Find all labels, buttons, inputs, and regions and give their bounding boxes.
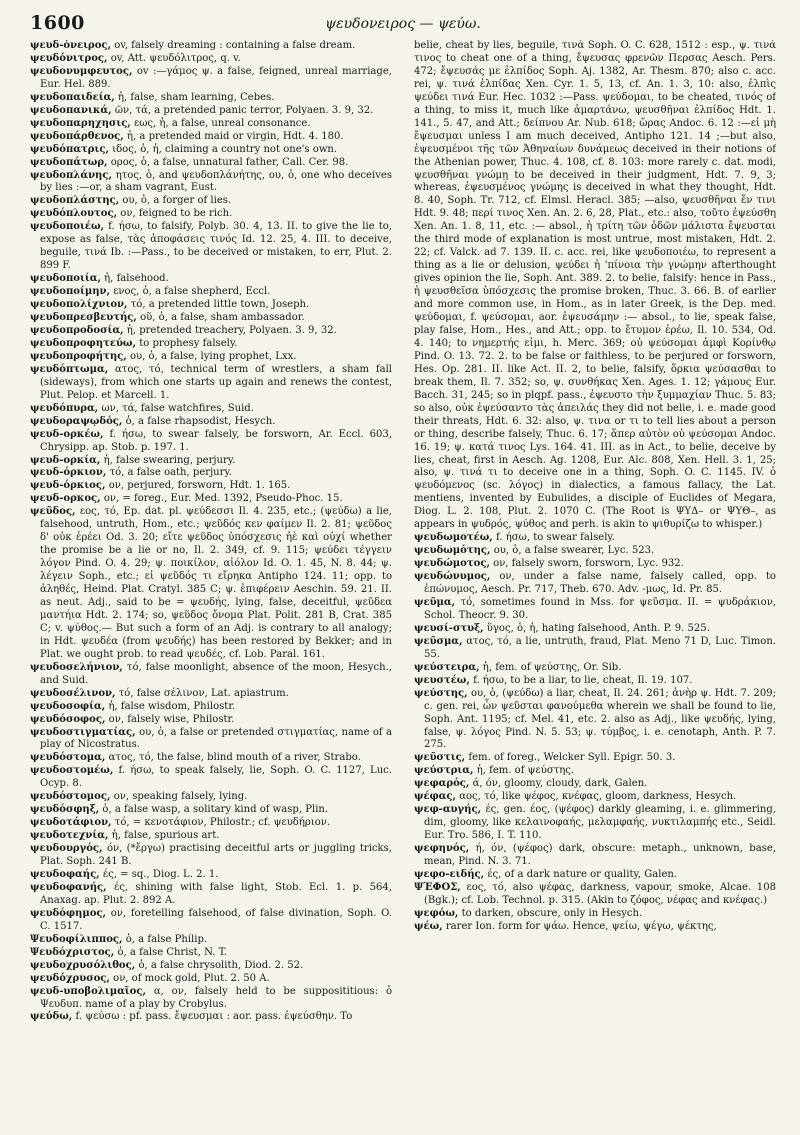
entry-headword: ψευδοχρυσόλιθος, bbox=[30, 959, 136, 971]
entry-definition: ῶν, τά, a pretended panic terror, Polyaen. 3. 9, 32. bbox=[114, 104, 374, 116]
dictionary-entry bbox=[30, 1011, 392, 1024]
entry-definition: ατος, τό, technical term of wrestlers, a sham fall (sideways), from which one starts up again and renews the contest, Plut. Pelop. et Marcell. 1. bbox=[40, 363, 392, 401]
dictionary-entry bbox=[30, 221, 392, 273]
dictionary-entry bbox=[30, 299, 392, 312]
entry-definition: α, ον, falsely held to be supposititious: ὁ Ψευδυπ. name of a play by Crobylus. bbox=[40, 985, 392, 1010]
dictionary-entry bbox=[30, 40, 392, 53]
entry-headword: ψευδοτεχνία, bbox=[30, 830, 109, 842]
dictionary-entry bbox=[30, 791, 392, 804]
entry-headword: ψευδοπροφήτης, bbox=[30, 350, 127, 362]
entry-headword: ψευδοπροφητεύω, bbox=[30, 337, 136, 349]
entry-definition: ές, gen. έος, (ψέφος) darkly gleaming, i. e. glimmering, dim, gloomy, like κελαινοφαής, μελαμφαής, νυκτιλαμπής etc., Seidl. Eur. Tro. 586, I. T. 110. bbox=[424, 804, 776, 842]
dictionary-entry bbox=[30, 765, 392, 791]
entry-definition: f. ψεύσω : pf. pass. ἔψευσμαι : aor. pass. ἐψεύσθην. To bbox=[75, 1011, 353, 1023]
dictionary-entry bbox=[30, 157, 392, 170]
entry-headword: ψεῦμα, bbox=[414, 596, 456, 608]
dictionary-entry bbox=[30, 144, 392, 157]
entry-definition: f. ήσω, to swear falsely. bbox=[496, 532, 615, 544]
entry-definition: ές, of a dark nature or quality, Galen. bbox=[487, 869, 678, 880]
entry-definition: fem. of foreg., Welcker Syll. Epigr. 50. 3. bbox=[468, 752, 676, 764]
entry-definition: ov, falsely dreaming : containing a false dream. bbox=[114, 40, 356, 51]
entry-headword: ψευδοποιία, bbox=[30, 273, 101, 285]
entry-definition: f. ήσω, to swear falsely, be forsworn, Ar. Eccl. 603, Chrysipp. ap. Stob. p. 197. 1. bbox=[40, 428, 392, 453]
entry-definition: ή, όν, (ψέφος) dark, obscure: metaph., unknown, base, mean, Pind. N. 3. 71. bbox=[424, 843, 776, 868]
dictionary-entry bbox=[414, 791, 776, 804]
dictionary-entry bbox=[30, 934, 392, 947]
entry-headword: ψεύστρια, bbox=[414, 765, 474, 777]
entry-headword: ψευδοπρεσβευτής, bbox=[30, 312, 137, 324]
entry-definition: belie, cheat by lies, beguile, τινά Soph. O. C. 628, 1512 : esp., ψ. τινά τινος to cheat one of a thing, ἔψευσας φρενῶν Περσας Aesch. Pers. 472; ἔψευσάς με ἐλπίδος Soph. Aj. 1382, Ar. Thesm. 870; also c. acc. rei, ψ. τινά ἐλπίδας Xen. Cyr. 1. 5, 13, cf. An. 1. 3, 10: also, ἐλπὶς ψεύδει τινά Eur. Hec. 1032 :—Pass. ψεύδομαι, to be cheated, τινός of a thing, to miss it, much like ἁμαρτάνω, ψευσθῆναι ἐλπίδος Hdt. 1. 141., 5. 47, and Att.; δείπνου Ar. Nub. 618; ὥρας Andoc. 6. 12 :—εἰ μὴ ἔψευσμαι unless I am much deceived, Antipho 121. 14 ;—but also, ἐψευσμένοι τῆς τῶν Ἀθηναίων δυνάμεως deceived in their notions of the Athenian power, Thuc. 4. 108, cf. 8. 103: more rarely c. dat. modi, ψευσθῆναι γνώμῃ to be deceived in their judgment, Hdt. 7. 9, 3; whereas, ἐψευσμένος γνώμης is deceived in what they thought, Hdt. 8. 40, Soph. Tr. 712, cf. Elmsl. Heracl. 385; —also, ψευσθῆναι ἔν τινι Hdt. 9. 48; περί τινος Xen. An. 2. 6, 28, Plat., etc.: also, τοῦτο ἐψεύσθη Xen. An. 1. 8, 11, etc. :— absol., ἡ τρίτη τῶν ὁδῶν μάλιστα ἔψευσται the third mode of explanation is most untrue, most mistaken, Hdt. 2. 22; cf. Valck. ad 7. 139. II. c. acc. rei, like ψευδοποιέω, to represent a thing as a lie or delusion, ψεύδει ἡ 'πίνοια τὴν γνώμην afterthought gives opinion the lie, Soph. Ant. 389. 2. to belie, falsify: hence in Pass., ἡ ψευσθεῖσα ὑπόσχεσις the promise broken, Thuc. 3. 66. B. of earlier and more common use, in Hom., as in later Greek, is the Dep. med. ψεύδομαι, f. ψεύσομαι, aor. ἐψευσάμην :— absol., to lie, speak false, play false, Hom., Hes., and Att.; opp. to ἔτυμον ἐρέω, Il. 10. 534, Od. 4. 140; to νημερτής εἰμι, h. Merc. 369; οὐ ψεύσομαι ἀμφὶ Κορίνθῳ Pind. O. 13. 72. 2. to be false or faithless, to be perjured or forsworn, Hes. Op. 281. II. like Act. II. 2, to belie, falsify, ὅρκια ψεύσασθαι to break them, Il. 7. 352; so, ψ. συνθήκας Xen. Ages. 1. 12; γάμους Eur. Bacch. 31, 245; so in plqpf. pass., ἐψευστο τὴν ξυμμαχίαν Thuc. 5. 83; so also, οὐκ ἐψεύσαντο τὰς ἀπειλάς they did not belie, i. e. made good their threats, Hdt. 6. 32: also, ψ. τινα or τι to tell lies about a person or thing, describe falsely, Thuc. 6. 17; ἅπερ αὐτὸν οὐ ψεύσομαι Andoc. 16. 19; ψ. κατά τινος Lys. 164. 41. III. as in Act., to belie, deceive by lies, cheat, first in Aesch. Ag. 1208, Eur. Alc. 808, Xen. Hell. 3. 1, 25; also, ψ. τινά τι to deceive one in a thing, Soph. O. C. 1145. IV. ὁ ψευδόμενος (sc. λόγος) in dialectics, a famous fallacy, the Lat. mentiens, invented by Eubulides, a disciple of Euclides of Megara, Diog. L. 2. 108, Plut. 2. 1070 C. (The Root is ΨΥΔ– or ΨΥΘ–, as appears in ψυδρός, ψύθος and perh. is akin to ψιθυρίζω to whisper.) bbox=[414, 40, 776, 531]
entry-headword: ψεφ-αυγής, bbox=[414, 804, 482, 816]
entry-definition: ov, Att. ψευδόλιτρος, q. v. bbox=[110, 52, 241, 64]
entry-headword: ψευδοπάρθενος, bbox=[30, 130, 124, 142]
entry-headword: ψεφαρός, bbox=[414, 778, 470, 790]
dictionary-entry bbox=[30, 286, 392, 299]
entry-headword: ψευδοπροδοσία, bbox=[30, 324, 124, 336]
dictionary-entry bbox=[30, 752, 392, 765]
entry-headword: ψεφόω, bbox=[414, 907, 459, 919]
entry-headword: ψευδόχρυσος, bbox=[30, 972, 110, 984]
entry-headword: Ψευδοφίλιππος, bbox=[30, 933, 123, 945]
entry-headword: ψευδ-όρκιος, bbox=[30, 480, 106, 492]
dictionary-entry bbox=[30, 131, 392, 144]
entry-definition: ων, τά, false watchfires, Suid. bbox=[101, 402, 254, 414]
entry-definition: ον, = foreg., Eur. Med. 1392, Pseudo-Phoc. 15. bbox=[103, 493, 343, 505]
dictionary-entry bbox=[414, 545, 776, 558]
entry-definition: ον, falsely sworn, forsworn, Lyc. 932. bbox=[493, 558, 684, 570]
dictionary-entry bbox=[414, 752, 776, 765]
entry-definition: ά, όν, gloomy, cloudy, dark, Galen. bbox=[472, 778, 648, 790]
dictionary-entry bbox=[30, 325, 392, 338]
dictionary-entry bbox=[30, 195, 392, 208]
entry-headword: ψευδ-υποβολιμαῖος, bbox=[30, 985, 146, 997]
entry-headword: ψευδοπλάνης, bbox=[30, 169, 112, 181]
entry-definition: ὁ, a false Philip. bbox=[125, 933, 208, 945]
entry-definition: ές, shining with false light, Stob. Ecl. 1. p. 564, Anaxag. ap. Plut. 2. 892 A. bbox=[40, 881, 392, 906]
entry-definition: f. ήσω, to speak falsely, lie, Soph. O. C. 1127, Luc. Ocyp. 8. bbox=[40, 765, 392, 790]
entry-headword: ψευδ-ορκία, bbox=[30, 454, 101, 466]
dictionary-entry bbox=[30, 882, 392, 908]
entry-definition: ὁ, a false chrysolith, Diod. 2. 52. bbox=[138, 959, 304, 971]
entry-headword: ψευδοπάτωρ, bbox=[30, 156, 108, 168]
dictionary-entry bbox=[414, 765, 776, 778]
entry-headword: ψευδόπλουτος, bbox=[30, 208, 118, 220]
entry-headword: ψευδόσοφος, bbox=[30, 713, 106, 725]
dictionary-entry bbox=[30, 480, 392, 493]
dictionary-entry bbox=[30, 170, 392, 196]
entry-definition: ές, = sq., Diog. L. 2. 1. bbox=[102, 869, 219, 880]
entry-headword: ψεύστειρα, bbox=[414, 661, 480, 673]
dictionary-entry bbox=[30, 338, 392, 351]
entry-headword: ψευδ-ορκος, bbox=[30, 493, 101, 505]
entry-headword: ψευδοστιγματίας, bbox=[30, 726, 136, 738]
entry-headword: ψεύστης, bbox=[414, 687, 468, 699]
entry-headword: ψευδοποίμην, bbox=[30, 286, 110, 298]
entry-definition: ὁ, a false rhapsodist, Hesych. bbox=[125, 415, 276, 427]
dictionary-entry bbox=[414, 636, 776, 662]
dictionary-entry bbox=[414, 921, 776, 934]
dictionary-entry bbox=[414, 843, 776, 869]
entry-headword: ψευδοτάφιον, bbox=[30, 817, 112, 829]
entry-headword: Ψευδόχριστος, bbox=[30, 946, 115, 958]
dictionary-entry bbox=[30, 986, 392, 1012]
entry-headword: ψευδοπαρηχησις, bbox=[30, 117, 131, 129]
entry-headword: ψεφηνός, bbox=[414, 843, 470, 855]
entry-definition: ἡ, false wisdom, Philostr. bbox=[108, 700, 236, 712]
entry-headword: ψευδόπυρα, bbox=[30, 402, 99, 414]
entry-definition: ὁ, a false wasp, a solitary kind of wasp, Plin. bbox=[102, 804, 329, 816]
running-head: ψευδονειρος — ψεύω. bbox=[325, 16, 481, 32]
entry-headword: ψεύδω, bbox=[30, 1011, 73, 1023]
dictionary-entry bbox=[414, 532, 776, 545]
dictionary-entry bbox=[30, 908, 392, 934]
entry-headword: ψευδοραψῳδός, bbox=[30, 415, 123, 427]
entry-definition: f. ήσω, to falsify, Polyb. 30. 4, 13. II. to give the lie to, expose as false, τὰς ἀποφάσεις τινός Id. 12. 25, 4. III. to deceive, beguile, τινά Ib. :—Pass., to be deceived or mistaken, to err, Plut. 2. 899 F. bbox=[40, 221, 392, 272]
entry-headword: ψευδόστομος, bbox=[30, 791, 111, 803]
dictionary-entry bbox=[30, 364, 392, 403]
entry-headword: ψευδοπανικά, bbox=[30, 104, 112, 116]
entry-definition: όν, (*ἔργω) practising deceitful arts or juggling tricks, Plat. Soph. 241 B. bbox=[40, 843, 392, 868]
entry-definition: ον, under a false name, falsely called, opp. to ἐπώνυμος, Aesch. Pr. 717, Theb. 670. Adv. -μως, Id. Pr. 85. bbox=[424, 571, 776, 596]
entry-headword: ψευδονυμφευτος, bbox=[30, 65, 133, 77]
entry-headword: ψευδόπτωμα, bbox=[30, 363, 109, 375]
entry-definition: ὕγος, ὁ, ἡ, hating falsehood, Anth. P. 9. 525. bbox=[486, 622, 710, 634]
entry-definition: ορος, ὁ, a false, unnatural father, Call. Cer. 98. bbox=[110, 156, 349, 168]
entry-definition: ου, ὁ, a false or pretended στιγματίας, name of a play of Nicostratus. bbox=[40, 726, 392, 751]
entry-definition: οῦ, ὁ, a false, sham ambassador. bbox=[140, 312, 305, 324]
dictionary-entry bbox=[414, 882, 776, 908]
entry-headword: ψευδ-όρκιον, bbox=[30, 467, 107, 479]
dictionary-entry bbox=[414, 40, 776, 532]
entry-headword: ψευδοπαιδεία, bbox=[30, 91, 115, 103]
dictionary-entry bbox=[30, 455, 392, 468]
entry-definition: ον, feigned to be rich. bbox=[120, 208, 233, 220]
left-column bbox=[30, 40, 392, 1120]
entry-definition: ὁ, a false Christ, N. T. bbox=[117, 946, 228, 958]
dictionary-entry bbox=[30, 429, 392, 455]
dictionary-entry bbox=[414, 558, 776, 571]
entry-definition: ἡ, pretended treachery, Polyaen. 3. 9, 32. bbox=[126, 324, 337, 336]
entry-headword: ψεῦσμα, bbox=[414, 635, 463, 647]
entry-headword: ψευδωμότης, bbox=[414, 545, 491, 557]
entry-headword: ψέφας, bbox=[414, 791, 457, 803]
dictionary-entry bbox=[30, 830, 392, 843]
entry-definition: ἡ, falsehood. bbox=[104, 273, 169, 285]
entry-headword: ψευδοπλάστης, bbox=[30, 195, 120, 207]
dictionary-entry bbox=[414, 908, 776, 921]
entry-definition: ιδος, ὁ, ἡ, claiming a country not one's own. bbox=[112, 143, 338, 155]
entry-definition: ἡ, false, spurious art. bbox=[111, 830, 220, 842]
dictionary-entry bbox=[414, 869, 776, 882]
entry-definition: ου, ὁ, a false, lying prophet, Lxx. bbox=[129, 350, 297, 362]
dictionary-entry bbox=[30, 843, 392, 869]
dictionary-entry bbox=[30, 817, 392, 830]
entry-headword: ψευδόστομα, bbox=[30, 752, 106, 764]
entry-definition: f. ήσω, to be a liar, to lie, cheat, Il. 19. 107. bbox=[473, 674, 693, 686]
dictionary-entry bbox=[30, 714, 392, 727]
entry-definition: αος, τό, like ψέφος, κνέφας, gloom, darkness, Hesych. bbox=[459, 791, 737, 803]
entry-definition: εος, τό, Ep. dat. pl. ψεύδεσσι Il. 4. 235, etc.; (ψεύδω) a lie, falsehood, untruth, Hom., etc.; ψεῦδός κεν φαίμεν Il. 2. 81; ψεῦδος δ' οὐκ ἐρέει Od. 3. 20; εἴτε ψεῦδος ὑπόσχεσις ἠὲ καὶ οὐχί whether the promise be a lie or no, Il. 2. 349, cf. 9. 115; ψεύδει τέγγειν λόγον Pind. O. 4. 29; ψ. ποικίλον, αἰόλον Id. O. 1. 45, N. 8. 44; ψ. λέγειν Soph., etc.; εἰ ψεῦδός τι εἴρηκα Antipho 124. 11; opp. to ἀληθές, Heind. Plat. Cratyl. 385 C; ψ. ἐπιφέρειν Aeschin. 59. 21. II. as neut. Adj., said to be = ψευδής, lying, false, deceitful, ψεῦδεα μαντήια Hdt. 2. 174; so, ψεῦδος ὄνομα Plat. Polit. 281 B, Crat. 385 C; v. ψύθος.— But such a form of an Adj. is contrary to all analogy; in Hdt. ψευδέα (from ψευδής) has been restored by Bekker; and in Plat. we ought prob. to read ψευδές, cf. Lob. Paral. 161. bbox=[40, 506, 392, 660]
dictionary-entry bbox=[30, 960, 392, 973]
dictionary-entry bbox=[414, 778, 776, 791]
entry-headword: ψευσί-στυξ, bbox=[414, 622, 484, 634]
entry-headword: ψεῦστις, bbox=[414, 752, 466, 764]
entry-definition: τό, a false oath, perjury. bbox=[109, 467, 232, 479]
entry-definition: ου, ὁ, a forger of lies. bbox=[122, 195, 232, 207]
entry-definition: ἡ, false swearing, perjury. bbox=[103, 454, 236, 466]
entry-headword: ψευδωμοτέω, bbox=[414, 532, 493, 544]
dictionary-entry bbox=[30, 351, 392, 364]
entry-headword: ψευδόσφηξ, bbox=[30, 804, 100, 816]
entry-definition: ἡ, fem. of ψεύστης. bbox=[476, 765, 575, 777]
page-number: 1600 bbox=[30, 12, 85, 34]
entry-headword: ψευδώμοτος, bbox=[414, 558, 490, 570]
entry-definition: ἡ, fem. of ψεύστης, Or. Sib. bbox=[482, 661, 622, 673]
dictionary-entry bbox=[30, 312, 392, 325]
page-header bbox=[30, 0, 776, 40]
entry-definition: ητος, ὁ, and ψευδοπλάνήτης, ου, ὁ, one who deceives by lies :—or, a sham vagrant, Eust. bbox=[40, 169, 392, 194]
entry-definition: ον, perjured, forsworn, Hdt. 1. 165. bbox=[108, 480, 291, 492]
dictionary-entry bbox=[30, 662, 392, 688]
entry-definition: ενος, ὁ, a false shepherd, Eccl. bbox=[113, 286, 271, 298]
entry-definition: τό, false moonlight, absence of the moon, Hesych., and Suid. bbox=[40, 661, 392, 686]
dictionary-entry bbox=[414, 597, 776, 623]
entry-definition: ἡ, false, sham learning, Cebes. bbox=[118, 91, 275, 103]
entry-definition: τό, false σέλινον, Lat. apiastrum. bbox=[118, 687, 289, 699]
entry-headword: ψεῦδος, bbox=[30, 506, 76, 518]
dictionary-entry bbox=[414, 804, 776, 843]
entry-definition: τό, = κενοτάφιον, Philostr.; cf. ψευδήριον. bbox=[114, 817, 331, 829]
dictionary-entry bbox=[30, 947, 392, 960]
dictionary-entry bbox=[30, 493, 392, 506]
columns bbox=[30, 40, 776, 1120]
entry-definition: ον, of mock gold, Plut. 2. 50 A. bbox=[113, 972, 270, 984]
dictionary-entry bbox=[30, 973, 392, 986]
dictionary-entry bbox=[30, 727, 392, 753]
right-column bbox=[414, 40, 776, 1120]
entry-definition: ἡ, a pretended maid or virgin, Hdt. 4. 180. bbox=[127, 130, 344, 142]
entry-headword: ψευδόνιτρος, bbox=[30, 52, 108, 64]
dictionary-entry bbox=[30, 273, 392, 286]
entry-headword: ψευδώνυμος, bbox=[414, 571, 491, 583]
entry-definition: to darken, obscure, only in Hesych. bbox=[461, 907, 643, 919]
dictionary-entry bbox=[30, 92, 392, 105]
dictionary-entry bbox=[30, 416, 392, 429]
dictionary-entry bbox=[30, 701, 392, 714]
entry-headword: ψευδόφημος, bbox=[30, 907, 107, 919]
entry-definition: εως, ἡ, a false, unreal consonance. bbox=[134, 117, 311, 129]
entry-headword: ψευδ-όνειρος, bbox=[30, 40, 112, 51]
entry-headword: ψευδ-ορκέω, bbox=[30, 428, 104, 440]
dictionary-entry bbox=[30, 804, 392, 817]
dictionary-entry bbox=[30, 467, 392, 480]
dictionary-entry bbox=[30, 403, 392, 416]
dictionary-entry bbox=[30, 118, 392, 131]
dictionary-entry bbox=[30, 688, 392, 701]
entry-definition: to prophesy falsely. bbox=[139, 337, 238, 349]
entry-headword: ψευδοστομέω, bbox=[30, 765, 114, 777]
dictionary-entry bbox=[414, 623, 776, 636]
entry-headword: ψευδοσοφία, bbox=[30, 700, 106, 712]
dictionary-entry bbox=[414, 662, 776, 675]
dictionary-entry bbox=[30, 105, 392, 118]
entry-definition: ον, falsely wise, Philostr. bbox=[108, 713, 235, 725]
entry-headword: ψευδοπολίχνιον, bbox=[30, 299, 128, 311]
dictionary-entry bbox=[414, 688, 776, 753]
entry-headword: ψευδοφαής, bbox=[30, 869, 100, 880]
entry-headword: ψευδουργός, bbox=[30, 843, 103, 855]
entry-definition: τό, sometimes found in Mss. for ψεῦσμα. II. = ψυδράκιον, Schol. Theocr. 9. 30. bbox=[424, 596, 776, 621]
entry-definition: τό, a pretended little town, Joseph. bbox=[130, 299, 310, 311]
entry-definition: ου, ὁ, (ψεύδω) a liar, cheat, Il. 24. 261; ἀνὴρ ψ. Hdt. 7. 209; c. gen. rei, ὧν ψεῦσται φανούμεθα wherein we shall be found to lie, Soph. Ant. 1195; cf. Mel. 41, etc. 2. also as Adj., like ψευδής, lying, false, ψ. λόγος Pind. N. 5. 53; ψ. τύμβος, i. e. cenotaph, Anth. P. 7. 275. bbox=[424, 687, 776, 751]
entry-headword: ΨΈΦΟΣ, bbox=[414, 881, 461, 893]
entry-definition: ου, ὁ, a false swearer, Lyc. 523. bbox=[493, 545, 655, 557]
entry-definition: ατος, τό, a lie, untruth, fraud, Plat. Meno 71 D, Luc. Timon. 55. bbox=[424, 635, 776, 660]
entry-headword: ψευδοποιέω, bbox=[30, 221, 105, 233]
entry-headword: ψεφο-ειδής, bbox=[414, 869, 485, 880]
entry-definition: ον, speaking falsely, lying. bbox=[113, 791, 248, 803]
dictionary-entry bbox=[30, 208, 392, 221]
entry-headword: ψευστέω, bbox=[414, 674, 470, 686]
entry-definition: εος, τό, also ψέφας, darkness, vapour, smoke, Alcae. 108 (Bgk.); cf. Lob. Technol. p. 315. (Akin to ζόφος, νέφας and κνέφας.) bbox=[424, 881, 776, 906]
dictionary-entry bbox=[414, 675, 776, 688]
entry-definition: rarer Ion. form for ψάω. Hence, ψείω, ψέγω, ψέκτης, bbox=[445, 920, 717, 932]
dictionary-entry bbox=[30, 869, 392, 882]
entry-headword: ψευδοσελήνιον, bbox=[30, 661, 123, 673]
entry-definition: ov :—γάμος ψ. a false, feigned, unreal marriage, Eur. Hel. 889. bbox=[40, 65, 392, 90]
dictionary-entry bbox=[30, 506, 392, 661]
entry-definition: ατος, τό, the false, blind mouth of a river, Strabo. bbox=[108, 752, 361, 764]
entry-headword: ψέω, bbox=[414, 920, 443, 932]
entry-headword: ψευδόπατρις, bbox=[30, 143, 109, 155]
dictionary-entry bbox=[30, 66, 392, 92]
dictionary-entry bbox=[414, 571, 776, 597]
entry-definition: ον, foretelling falsehood, of false divination, Soph. O. C. 1517. bbox=[40, 907, 392, 932]
entry-headword: ψευδοσέλινον, bbox=[30, 687, 116, 699]
entry-headword: ψευδοφανής, bbox=[30, 881, 107, 893]
dictionary-entry bbox=[30, 53, 392, 66]
